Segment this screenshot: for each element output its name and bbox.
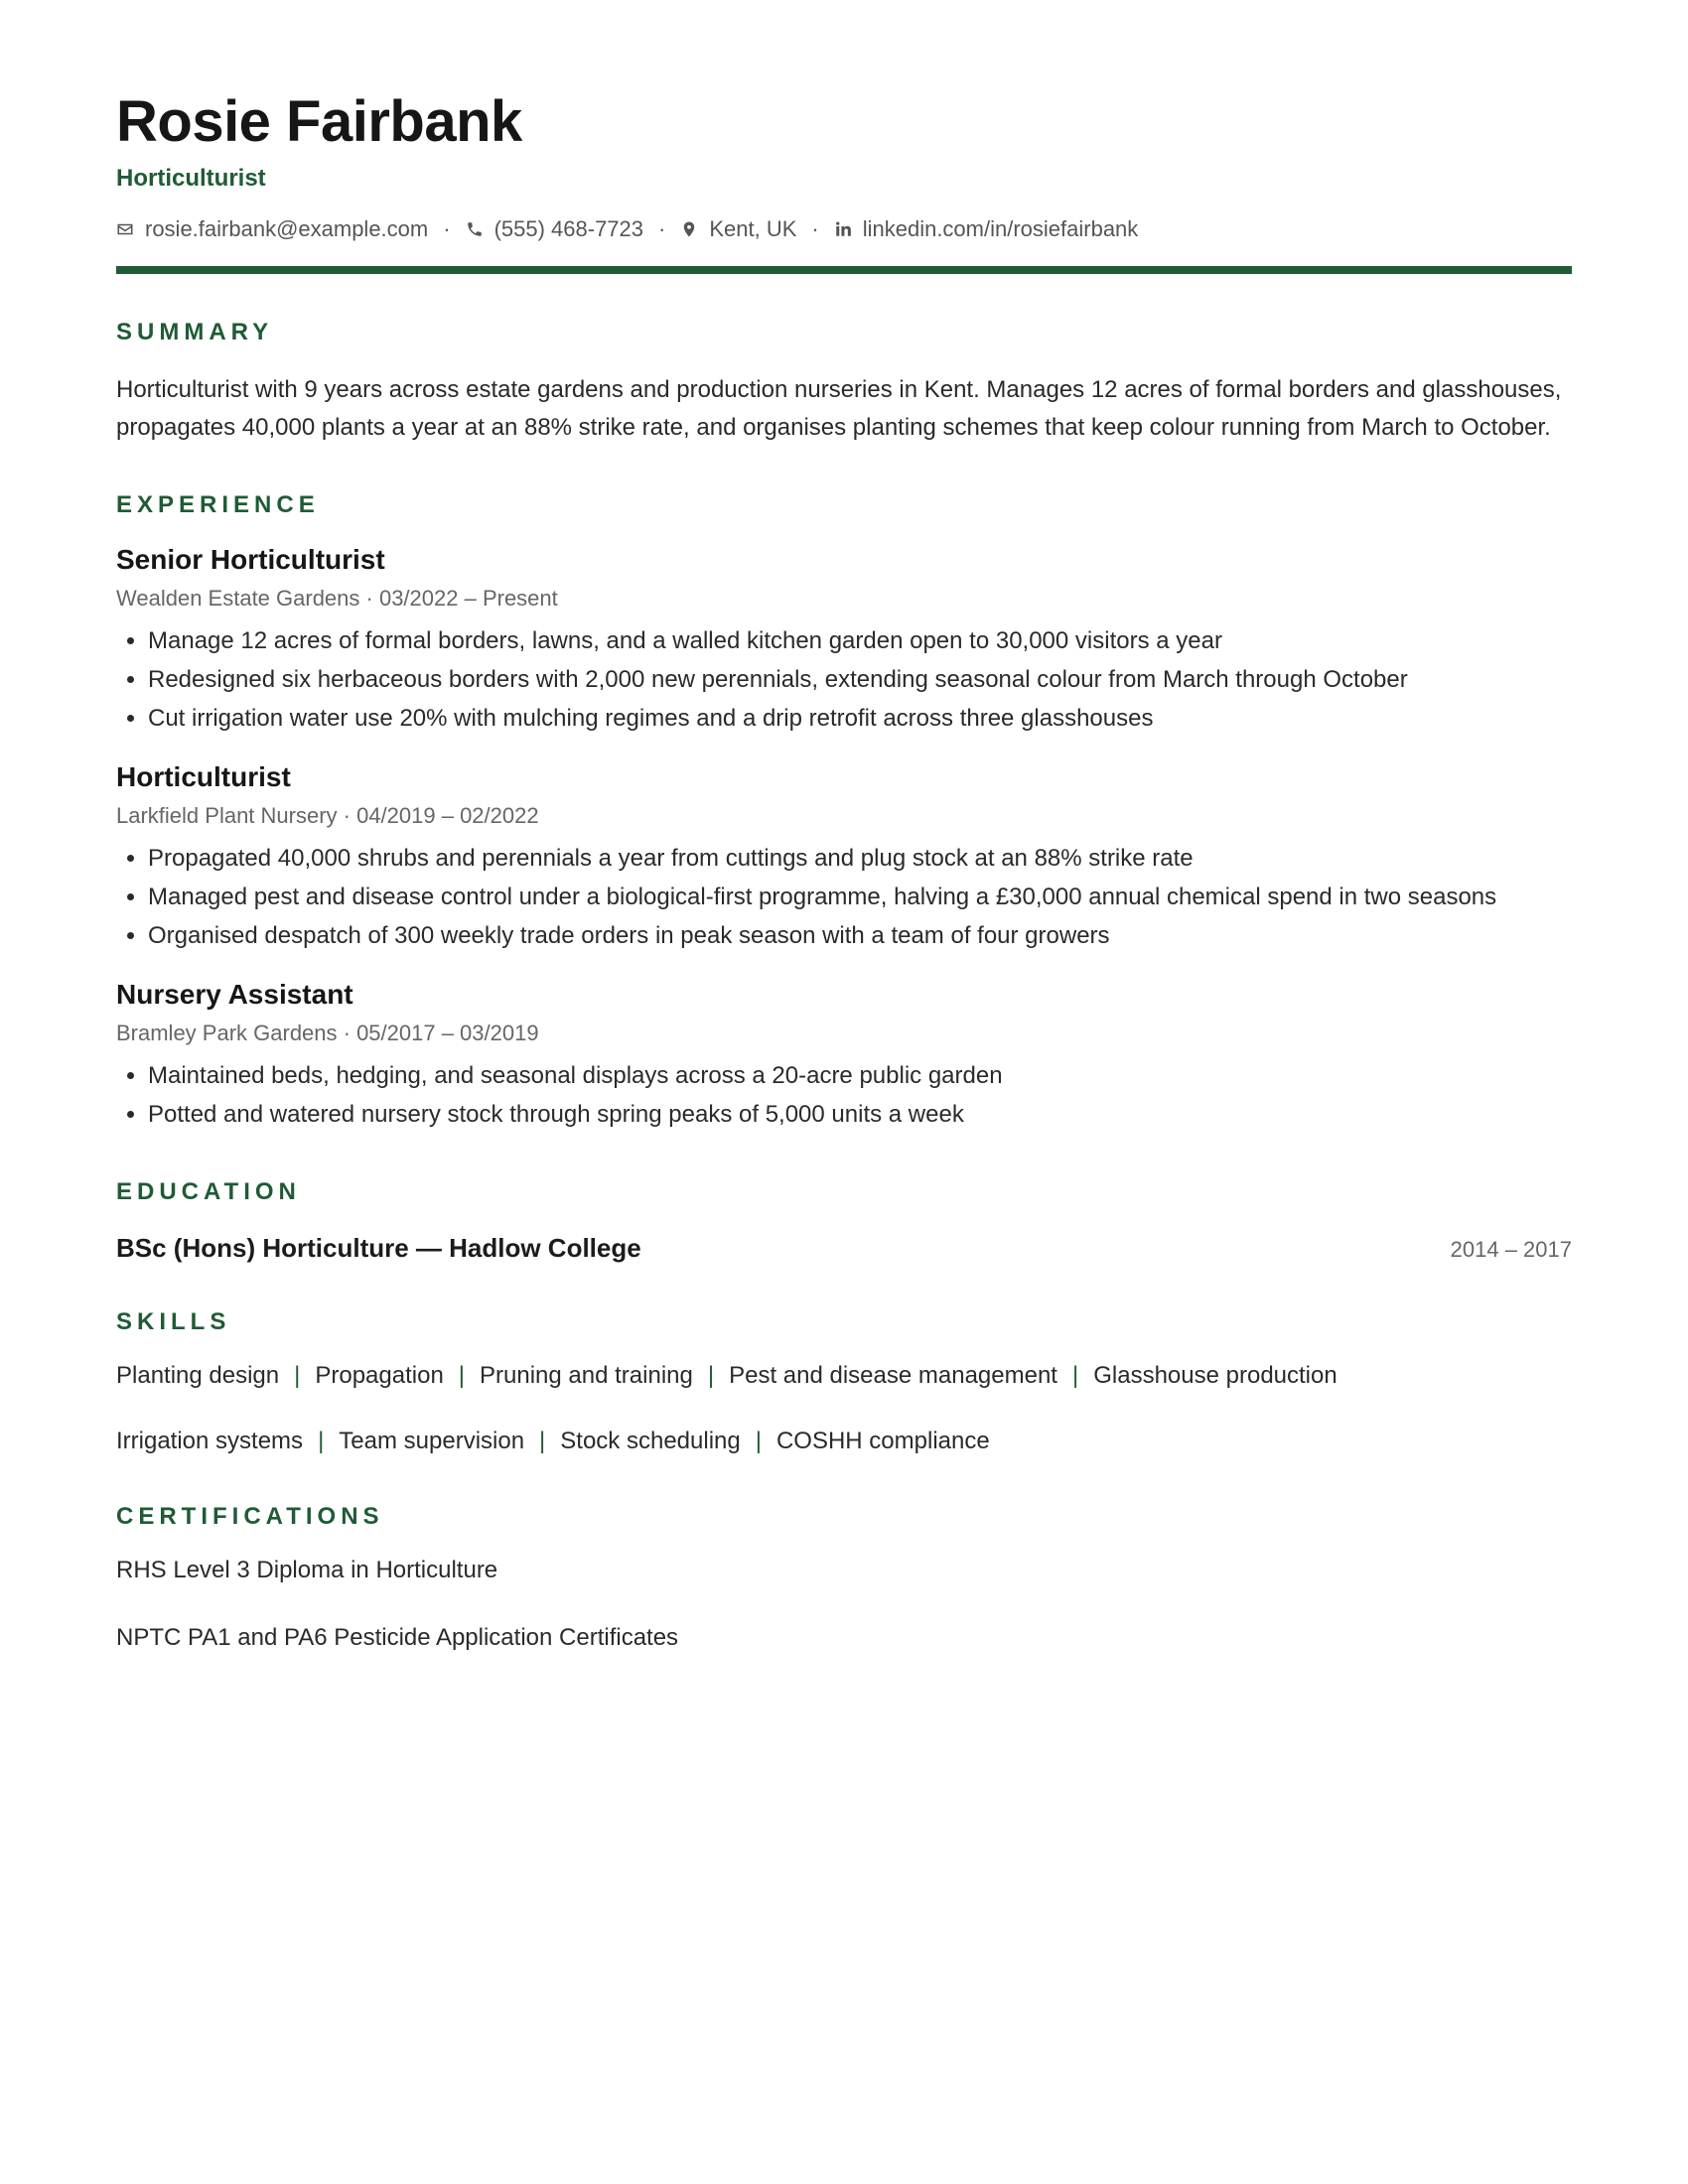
job-title: Nursery Assistant xyxy=(116,979,353,1010)
skill-item: Pruning and training xyxy=(480,1362,693,1389)
contact-separator: · xyxy=(811,216,819,241)
job-bullets xyxy=(116,1056,1572,1134)
certification-item: NPTC PA1 and PA6 Pesticide Application Certificates xyxy=(116,1624,679,1651)
skill-separator: | xyxy=(294,1362,301,1389)
job-bullet: • Organised despatch of 300 weekly trade orders in peak season with a team of four growers xyxy=(148,916,1572,955)
skill-separator: | xyxy=(755,1428,762,1454)
contact-linkedin[interactable] xyxy=(834,214,1139,244)
email-text: rosie.fairbank@example.com xyxy=(145,216,429,241)
job-meta: Larkfield Plant Nursery · 04/2019 – 02/2022 xyxy=(116,803,539,828)
job-meta: Wealden Estate Gardens · 03/2022 – Present xyxy=(116,586,558,611)
contact-bar xyxy=(116,214,1572,244)
skills-row xyxy=(116,1425,1572,1458)
job-title: Horticulturist xyxy=(116,761,291,792)
job-bullet: • Manage 12 acres of formal borders, lawns, and a walled kitchen garden open to 30,000 visitors a year xyxy=(148,621,1572,660)
contact-separator: · xyxy=(658,216,666,241)
section-title-summary: SUMMARY xyxy=(116,319,274,345)
section-title-certifications: CERTIFICATIONS xyxy=(116,1503,384,1530)
education-entry xyxy=(116,1233,1572,1264)
contact-separator: · xyxy=(443,216,451,241)
job-bullet: • Maintained beds, hedging, and seasonal displays across a 20-acre public garden xyxy=(148,1056,1572,1095)
skill-item: Stock scheduling xyxy=(560,1428,741,1454)
education-years: 2014 – 2017 xyxy=(1450,1237,1572,1262)
skills-row xyxy=(116,1359,1572,1393)
job-title: Senior Horticulturist xyxy=(116,544,385,575)
skill-separator: | xyxy=(539,1428,546,1454)
mail-icon xyxy=(116,220,134,238)
skill-item: Team supervision xyxy=(339,1428,525,1454)
phone-text: (555) 468-7723 xyxy=(493,216,644,241)
job-entry xyxy=(116,542,1572,738)
skill-separator: | xyxy=(458,1362,466,1389)
job-bullets xyxy=(116,839,1572,955)
job-bullet: • Propagated 40,000 shrubs and perennials a year from cuttings and plug stock at an 88% strike rate xyxy=(148,839,1572,878)
skill-separator: | xyxy=(707,1362,715,1389)
summary-text: Horticulturist with 9 years across estate gardens and production nurseries in Kent. Manages 12 acres of formal borders and glasshouses, propagates 40,000 plants a year at an 88% strike rate, and organises planting schemes that keep colour running from March to October. xyxy=(116,376,1562,441)
job-entry xyxy=(116,759,1572,955)
skill-item: Planting design xyxy=(116,1362,280,1389)
job-bullets xyxy=(116,621,1572,738)
education-degree: BSc (Hons) Horticulture — Hadlow College xyxy=(116,1233,641,1263)
job-bullet: • Redesigned six herbaceous borders with 2,000 new perennials, extending seasonal colour from March through October xyxy=(148,660,1572,699)
job-meta: Bramley Park Gardens · 05/2017 – 03/2019 xyxy=(116,1021,539,1045)
contact-phone[interactable] xyxy=(466,214,643,244)
skill-item: Propagation xyxy=(315,1362,444,1389)
candidate-role: Horticulturist xyxy=(116,165,266,192)
job-bullet: • Cut irrigation water use 20% with mulching regimes and a drip retrofit across three glasshouses xyxy=(148,699,1572,738)
job-bullet: • Potted and watered nursery stock through spring peaks of 5,000 units a week xyxy=(148,1095,1572,1134)
candidate-name: Rosie Fairbank xyxy=(116,89,522,154)
location-text: Kent, UK xyxy=(709,216,797,241)
contact-location xyxy=(680,214,796,244)
location-pin-icon xyxy=(680,220,698,238)
contact-email[interactable] xyxy=(116,214,428,244)
job-entry xyxy=(116,977,1572,1134)
skill-separator: | xyxy=(318,1428,325,1454)
skill-item: Irrigation systems xyxy=(116,1428,304,1454)
skill-item: Pest and disease management xyxy=(729,1362,1057,1389)
linkedin-icon xyxy=(834,220,852,238)
linkedin-text: linkedin.com/in/rosiefairbank xyxy=(862,216,1139,241)
skill-item: Glasshouse production xyxy=(1093,1362,1337,1389)
section-title-experience: EXPERIENCE xyxy=(116,491,320,518)
section-title-skills: SKILLS xyxy=(116,1308,231,1335)
skill-item: COSHH compliance xyxy=(775,1428,990,1454)
section-title-education: EDUCATION xyxy=(116,1178,301,1205)
skill-separator: | xyxy=(1071,1362,1079,1389)
certification-item: RHS Level 3 Diploma in Horticulture xyxy=(116,1557,498,1583)
phone-icon xyxy=(466,220,484,238)
job-bullet: • Managed pest and disease control under a biological-first programme, halving a £30,000 annual chemical spend in two seasons xyxy=(148,878,1572,916)
header-divider xyxy=(116,266,1572,274)
